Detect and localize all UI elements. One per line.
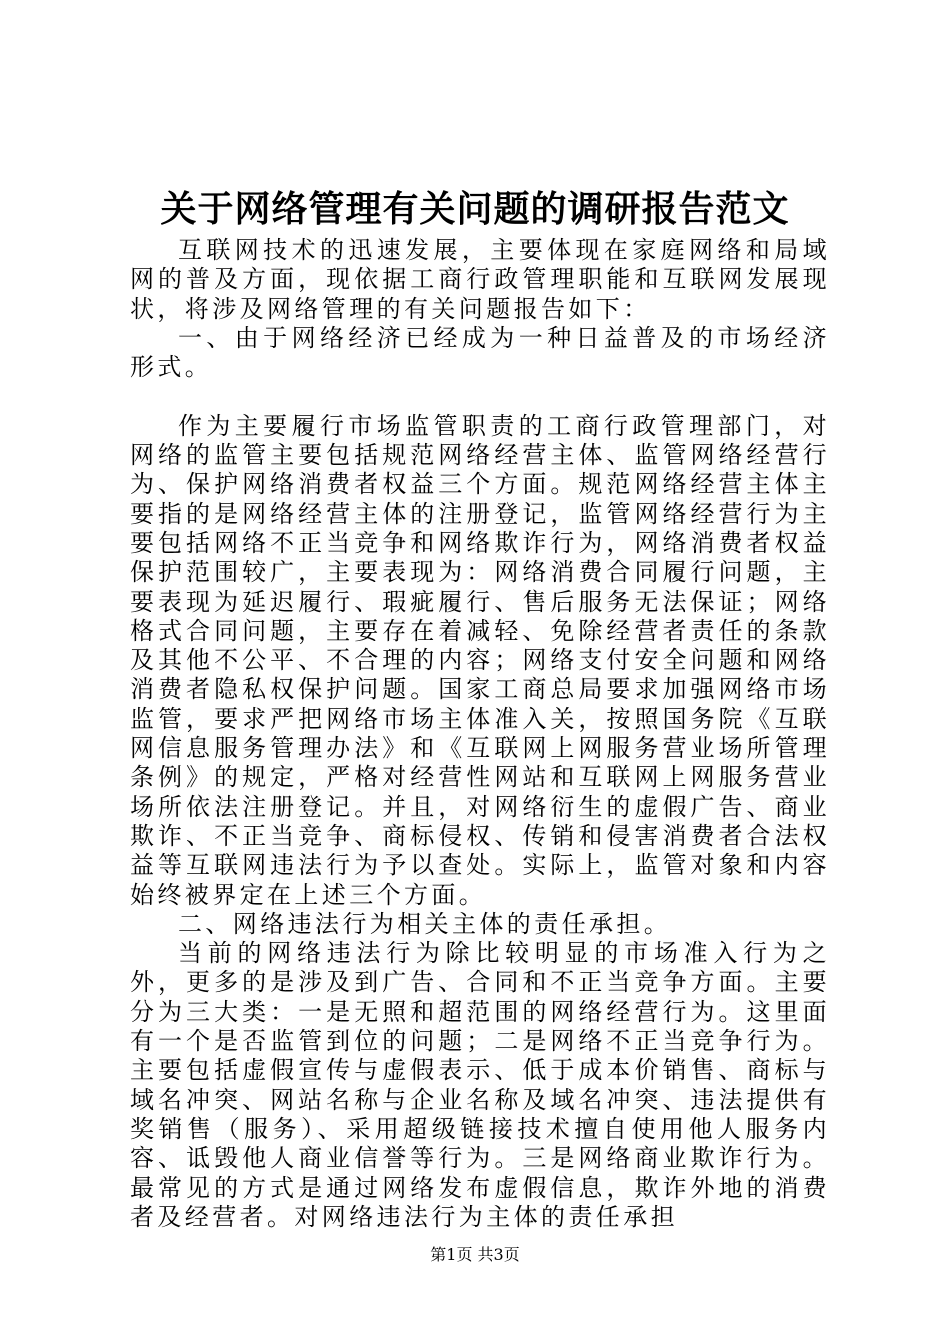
paragraph-section-2: 当前的网络违法行为除比较明显的市场准入行为之外，更多的是涉及到广告、合同和不正当竞争方面。主要分为三大类：一是无照和超范围的网络经营行为。这里面有一个是否监管到位的问题；二是网络不正当竞争行为。主要包括虚假宣传与虚假表示、低于成本价销售、商标与域名冲突、网站名称与企业名称及域名冲突、违法提供有奖销售（服务）、采用超级链接技术擅自使用他人服务内容、诋毁他人商业信誉等行为。三是网络商业欺诈行为。最常见的方式是通过网络发布虚假信息，欺诈外地的消费者及经营者。对网络违法行为主体的责任承担 <box>130 939 830 1231</box>
paragraph-intro: 互联网技术的迅速发展，主要体现在家庭网络和局域网的普及方面，现依据工商行政管理职能和互联网发展现状，将涉及网络管理的有关问题报告如下： <box>130 236 830 323</box>
paragraph-section-1: 作为主要履行市场监管职责的工商行政管理部门，对网络的监管主要包括规范网络经营主体、监管网络经营行为、保护网络消费者权益三个方面。规范网络经营主体主要指的是网络经营主体的注册登记，监管网络经营行为主要包括网络不正当竞争和网络欺诈行为，网络消费者权益保护范围较广，主要表现为：网络消费合同履行问题，主要表现为延迟履行、瑕疵履行、售后服务无法保证；网络格式合同问题，主要存在着减轻、免除经营者责任的条款及其他不公平、不合理的内容；网络支付安全问题和网络消费者隐私权保护问题。国家工商总局要求加强网络市场监管，要求严把网络市场主体准入关，按照国务院《互联网信息服务管理办法》和《互联网上网服务营业场所管理条例》的规定，严格对经营性网站和互联网上网服务营业场所依法注册登记。并且，对网络衍生的虚假广告、商业欺诈、不正当竞争、商标侵权、传销和侵害消费者合法权益等互联网违法行为予以查处。实际上，监管对象和内容始终被界定在上述三个方面。 <box>130 411 830 909</box>
document-title: 关于网络管理有关问题的调研报告范文 <box>160 188 790 230</box>
section-heading-2: 二、网络违法行为相关主体的责任承担。 <box>178 909 672 938</box>
document-body <box>130 236 830 1232</box>
section-heading-1: 一、由于网络经济已经成为一种日益普及的市场经济形式。 <box>130 323 830 382</box>
page-footer: 第1页 共3页 <box>430 1245 520 1264</box>
